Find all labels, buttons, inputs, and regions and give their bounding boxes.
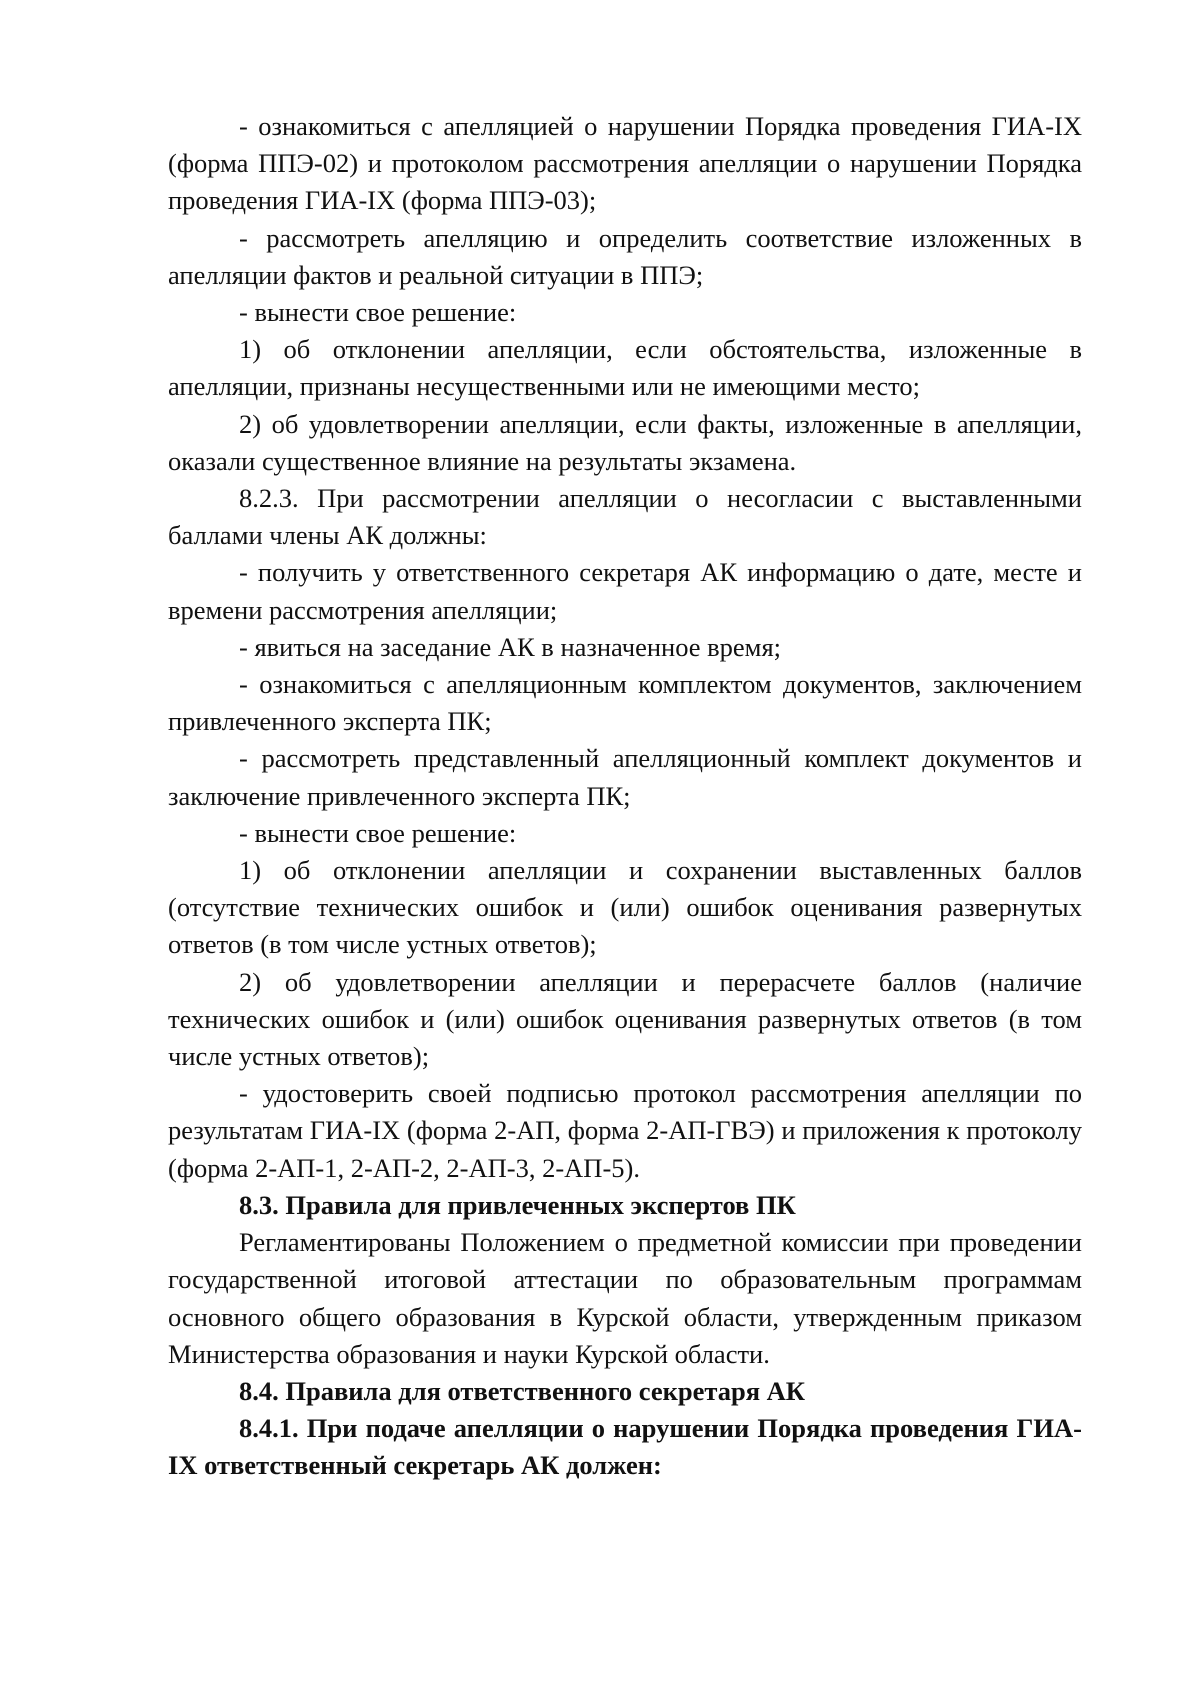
- paragraph-make-decision: - вынести свое решение:: [239, 297, 517, 328]
- paragraph-decision-reject: 1) об отклонении апелляции, если обстоятельства, изложенные в апелляции, признаны несущественными или не имеющими место;: [168, 334, 1082, 402]
- paragraph-decision-satisfy: 2) об удовлетворении апелляции, если факты, изложенные в апелляции, оказали существенное влияние на результаты экзамена.: [168, 408, 1082, 476]
- heading-section-8-4-1: 8.4.1. При подаче апелляции о нарушении Порядка проведения ГИА-IX ответственный секретарь АК должен:: [168, 1413, 1082, 1481]
- paragraph-section-8-2-3: 8.2.3. При рассмотрении апелляции о несогласии с выставленными баллами члены АК должны:: [168, 483, 1082, 551]
- paragraph-get-info: - получить у ответственного секретаря АК информацию о дате, месте и времени рассмотрения апелляции;: [168, 557, 1082, 625]
- paragraph-consider-documents: - рассмотреть представленный апелляционный комплект документов и заключение привлеченного эксперта ПК;: [168, 743, 1082, 811]
- paragraph-attend-meeting: - явиться на заседание АК в назначенное время;: [239, 631, 781, 662]
- paragraph-review-appeal-forms: - ознакомиться с апелляцией о нарушении Порядка проведения ГИА-IX (форма ППЭ-02) и протоколом рассмотрения апелляции о нарушении Порядка проведения ГИА-IX (форма ППЭ-03);: [168, 111, 1082, 216]
- paragraph-make-decision-2: - вынести свое решение:: [239, 817, 517, 848]
- document-body: [168, 108, 1082, 1485]
- heading-section-8-4: 8.4. Правила для ответственного секретаря АК: [239, 1375, 806, 1406]
- paragraph-decision-reject-scores: 1) об отклонении апелляции и сохранении выставленных баллов (отсутствие технических ошибок и (или) ошибок оценивания развернутых ответов (в том числе устных ответов);: [168, 855, 1082, 960]
- heading-section-8-3: 8.3. Правила для привлеченных экспертов ПК: [239, 1189, 796, 1220]
- paragraph-certify-protocol: - удостоверить своей подписью протокол рассмотрения апелляции по результатам ГИА-IX (форма 2-АП, форма 2-АП-ГВЭ) и приложения к протоколу (форма 2-АП-1, 2-АП-2, 2-АП-3, 2-АП-5).: [168, 1078, 1082, 1183]
- paragraph-regulation: Регламентированы Положением о предметной комиссии при проведении государственной итоговой аттестации по образовательным программам основного общего образования в Курской области, утвержденным приказом Министерства образования и науки Курской области.: [168, 1227, 1082, 1369]
- paragraph-review-documents: - ознакомиться с апелляционным комплектом документов, заключением привлеченного эксперта ПК;: [168, 669, 1082, 737]
- paragraph-consider-appeal: - рассмотреть апелляцию и определить соответствие изложенных в апелляции фактов и реальной ситуации в ППЭ;: [168, 222, 1082, 290]
- paragraph-decision-recalculate: 2) об удовлетворении апелляции и перерасчете баллов (наличие технических ошибок и (или) ошибок оценивания развернутых ответов (в том числе устных ответов);: [168, 966, 1082, 1072]
